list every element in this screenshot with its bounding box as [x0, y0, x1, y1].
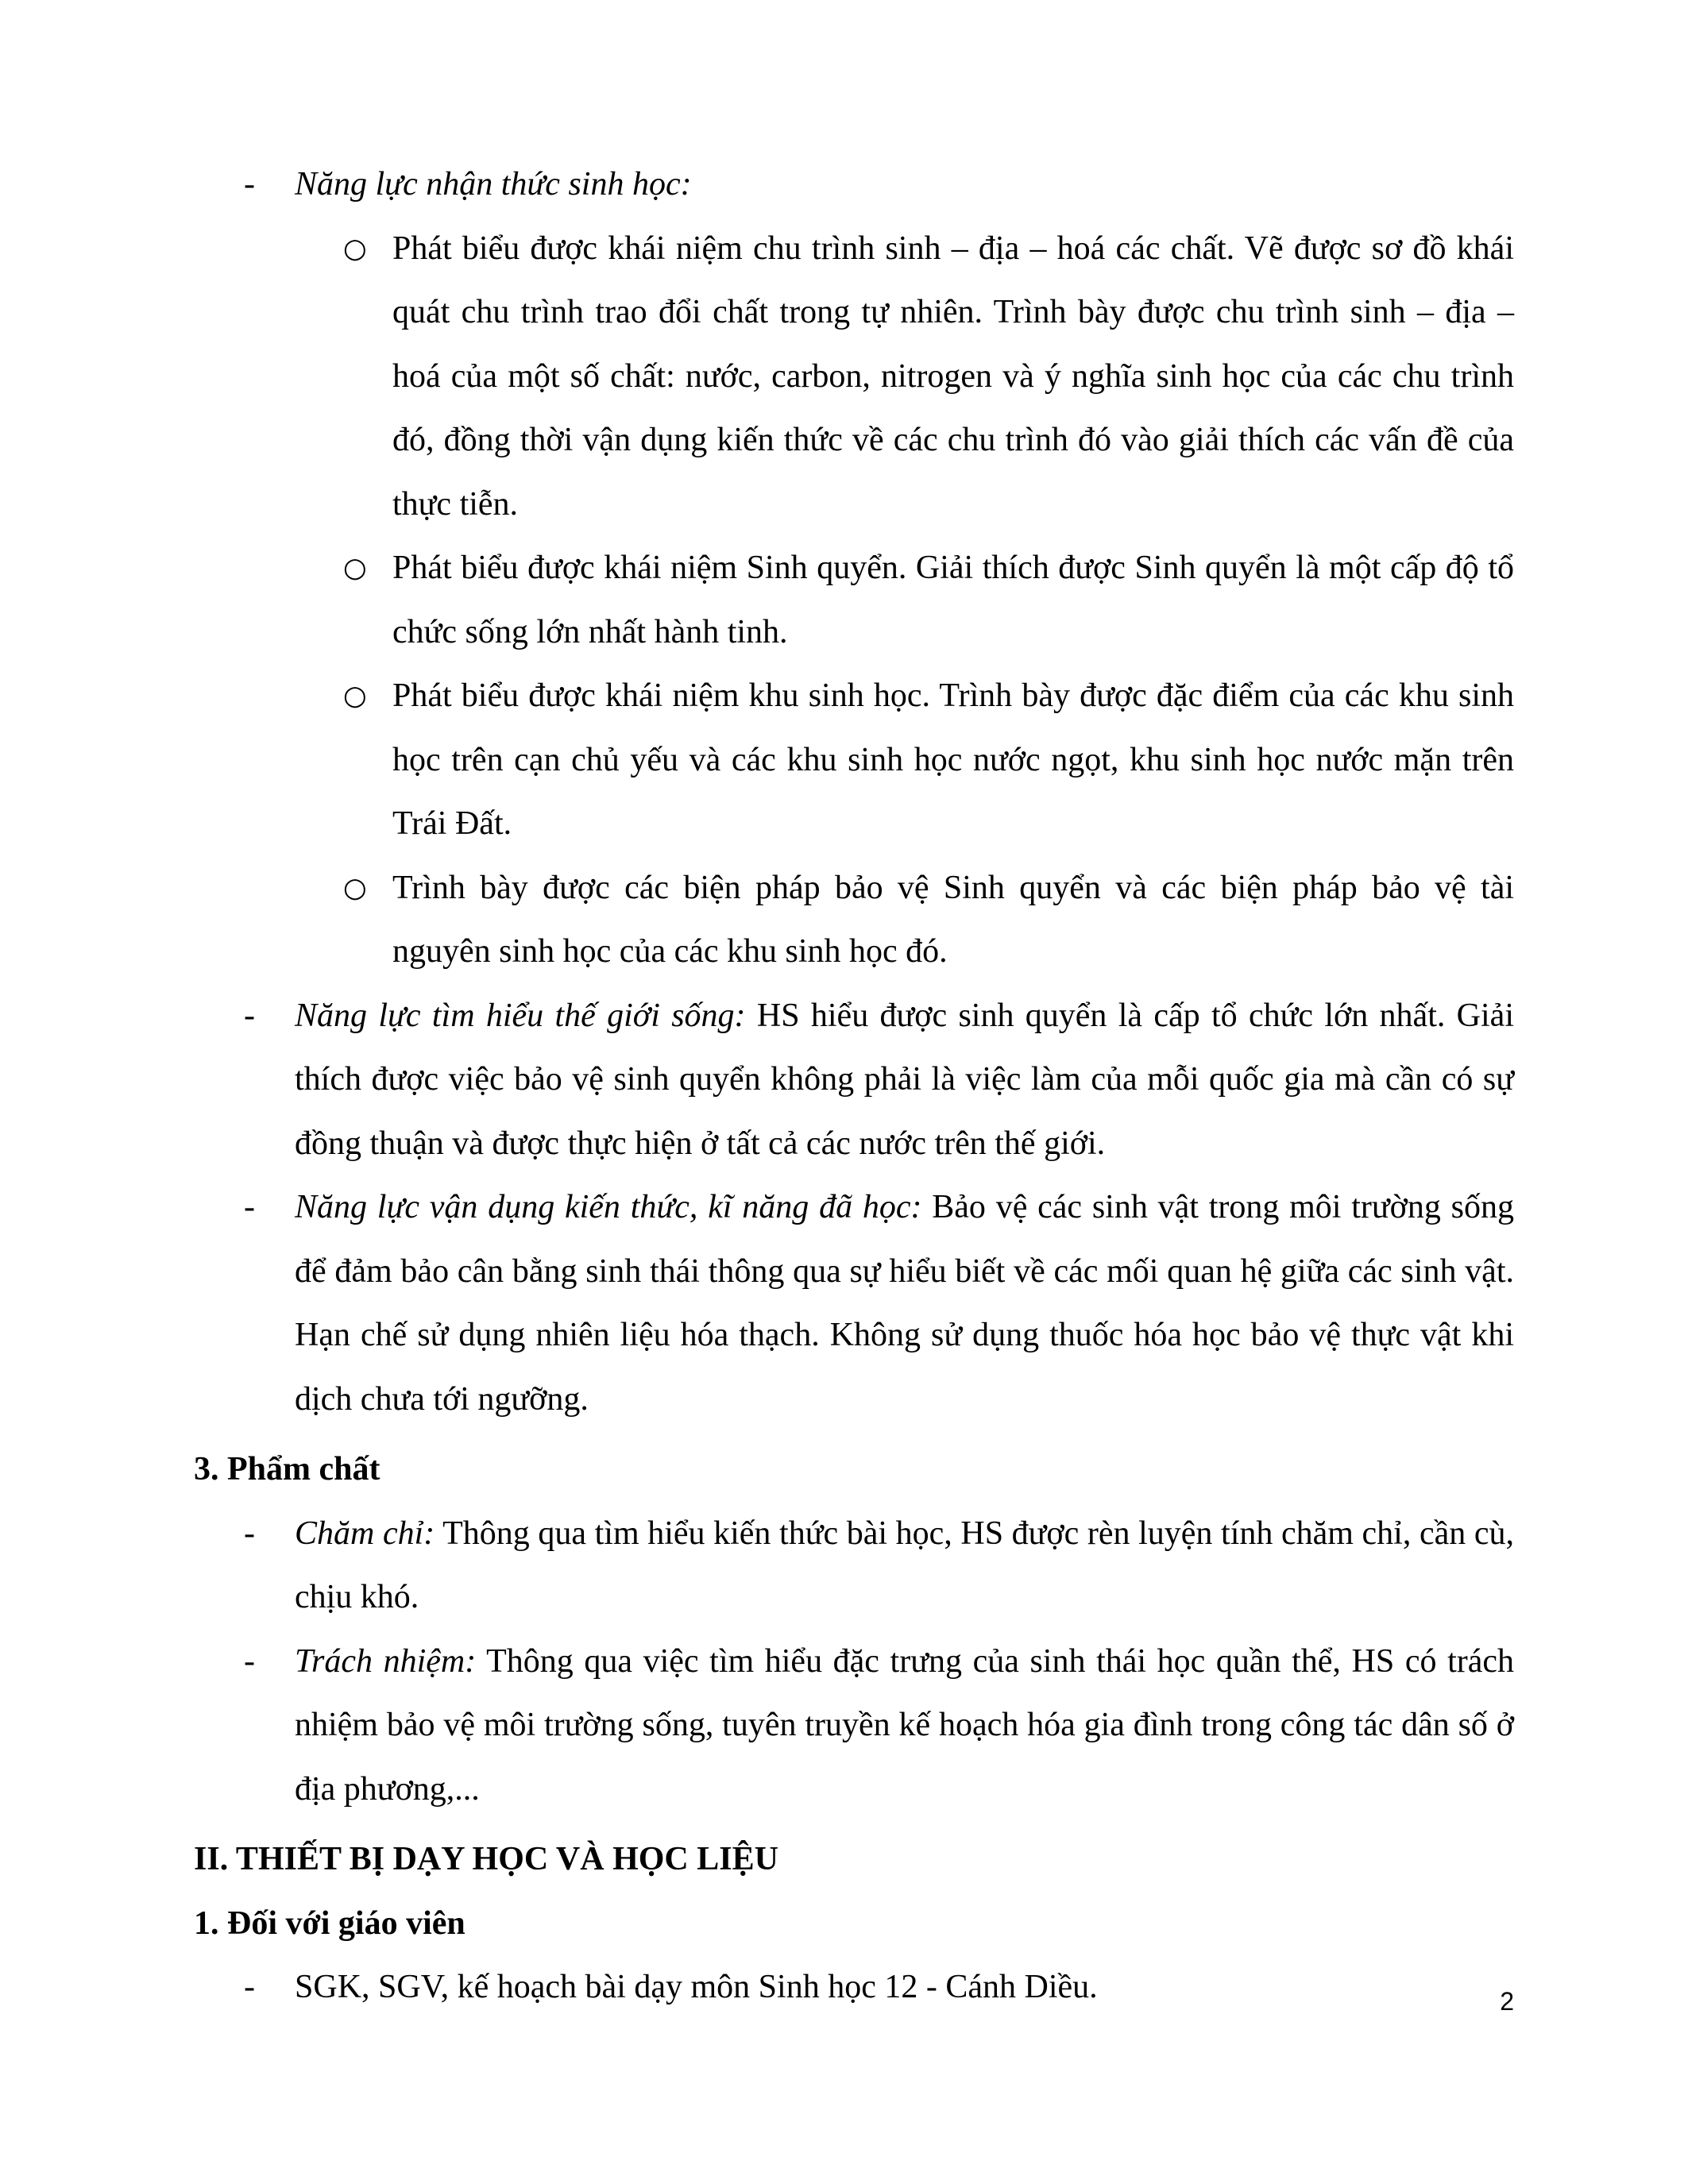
competency-explore-living-world [194, 984, 1514, 1176]
section-heading-qualities: 3. Phẩm chất [194, 1451, 380, 1488]
quality-text: Thông qua tìm hiểu kiến thức bài học, HS được rèn luyện tính chăm chỉ, cần cù, chịu khó. [295, 1515, 1514, 1615]
quality-label: Trách nhiệm: [295, 1642, 477, 1680]
dash-marker: - [244, 1642, 255, 1680]
competency-label: Năng lực vận dụng kiến thức, kĩ năng đã học: [295, 1189, 922, 1225]
bullet-text: Phát biểu được khái niệm chu trình sinh – địa – hoá các chất. Vẽ được sơ đồ khái quát chu trình trao đổi chất trong tự nhiên. Trình bày được chu trình sinh – địa – hoá của một số chất: nước, carbon, nitrogen và ý nghĩa sinh học của các chu trình đó, đồng thời vận dụng kiến thức về các chu trình đó vào giải thích các vấn đề của thực tiễn. [392, 230, 1514, 523]
circle-bullet-icon: ○ [343, 871, 367, 904]
dash-marker: - [244, 1189, 255, 1225]
circle-bullet-icon: ○ [343, 232, 367, 264]
quality-diligence [194, 1502, 1514, 1630]
quality-responsibility [194, 1630, 1514, 1822]
page-number: 2 [1500, 1987, 1514, 2016]
section-heading-equipment: II. THIẾT BỊ DẠY HỌC VÀ HỌC LIỆU [194, 1841, 778, 1877]
quality-text: Thông qua việc tìm hiểu đặc trưng của sinh thái học quần thể, HS có trách nhiệm bảo vệ môi trường sống, tuyên truyền kế hoạch hóa gia đình trong công tác dân số ở địa phương,... [295, 1642, 1515, 1808]
competency-label: Năng lực tìm hiểu thế giới sống: [295, 997, 746, 1034]
competency-text: Bảo vệ các sinh vật trong môi trường sống để đảm bảo cân bằng sinh thái thông qua sự hiểu biết về các mối quan hệ giữa các sinh vật. Hạn chế sử dụng nhiên liệu hóa thạch. Không sử dụng thuốc hóa học bảo vệ thực vật khi dịch chưa tới ngưỡng. [295, 1189, 1514, 1418]
bullet-item [194, 536, 1514, 664]
competency-apply-knowledge [194, 1175, 1514, 1431]
bullet-text: Phát biểu được khái niệm Sinh quyển. Giải thích được Sinh quyển là một cấp độ tổ chức sống lớn nhất hành tinh. [392, 550, 1514, 650]
quality-label: Chăm chỉ: [295, 1515, 435, 1552]
page-content [194, 152, 1514, 2020]
competency-biology-cognition [194, 152, 1514, 217]
subheading-teacher: 1. Đối với giáo viên [194, 1904, 465, 1942]
bullet-item [194, 217, 1514, 537]
circle-bullet-icon: ○ [343, 552, 367, 584]
bullet-text: Trình bày được các biện pháp bảo vệ Sinh quyển và các biện pháp bảo vệ tài nguyên sinh học của các khu sinh học đó. [392, 869, 1514, 970]
dash-marker: - [244, 1969, 255, 2005]
bullet-item [194, 856, 1514, 984]
competency-text: HS hiểu được sinh quyển là cấp tổ chức lớn nhất. Giải thích được việc bảo vệ sinh quyển không phải là việc làm của mỗi quốc gia mà cần có sự đồng thuận và được thực hiện ở tất cả các nước trên thế giới. [295, 997, 1514, 1162]
circle-bullet-icon: ○ [343, 680, 367, 712]
teacher-item-text: SGK, SGV, kế hoạch bài dạy môn Sinh học 12 - Cánh Diều. [295, 1969, 1098, 2005]
dash-marker: - [244, 1515, 255, 1552]
bullet-text: Phát biểu được khái niệm khu sinh học. Trình bày được đặc điểm của các khu sinh học trên cạn chủ yếu và các khu sinh học nước ngọt, khu sinh học nước mặn trên Trái Đất. [392, 677, 1514, 842]
dash-marker: - [244, 166, 255, 203]
bullet-item [194, 664, 1514, 856]
dash-marker: - [244, 997, 255, 1034]
teacher-item [194, 1955, 1514, 2020]
competency-label: Năng lực nhận thức sinh học: [295, 166, 692, 203]
